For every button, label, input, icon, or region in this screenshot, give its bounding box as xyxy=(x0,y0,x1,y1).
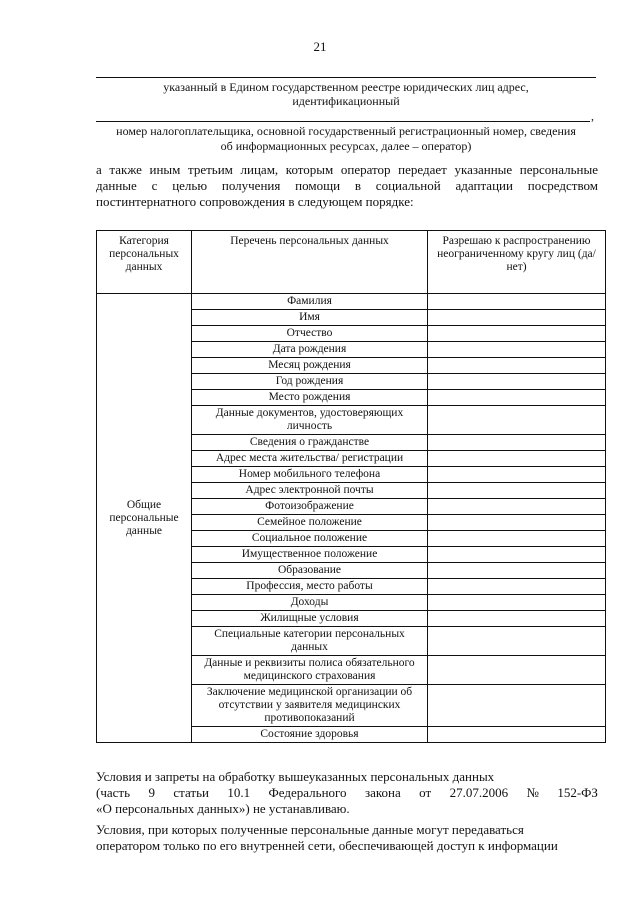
page-number: 21 xyxy=(313,39,327,54)
conditions-line-3: «О персональных данных») не устанавливаю. xyxy=(96,801,350,816)
data-item-cell: Заключение медицинской организации об отсутствии у заявителя медицинских противопоказаний xyxy=(192,685,428,727)
data-item-cell: Номер мобильного телефона xyxy=(192,467,428,483)
word: № xyxy=(526,785,539,800)
allow-answer-cell[interactable] xyxy=(428,451,606,467)
word: закона xyxy=(364,785,401,800)
data-item-cell: Отчество xyxy=(192,326,428,342)
allow-answer-cell[interactable] xyxy=(428,547,606,563)
allow-answer-cell[interactable] xyxy=(428,611,606,627)
allow-answer-cell[interactable] xyxy=(428,294,606,310)
header-line-4: об информационных ресурсах, далее – оператор) xyxy=(220,139,472,153)
data-item-cell: Адрес электронной почты xyxy=(192,483,428,499)
word: 10.1 xyxy=(227,785,251,800)
blank-line-top xyxy=(96,77,596,78)
data-item-cell: Месяц рождения xyxy=(192,358,428,374)
data-item-cell: Фотоизображение xyxy=(192,499,428,515)
category-cell: Общие персональные данные xyxy=(97,294,192,743)
personal-data-table xyxy=(96,230,605,743)
allow-answer-cell[interactable] xyxy=(428,374,606,390)
header-allow: Разрешаю к распространению неограниченному кругу лиц (да/нет) xyxy=(428,231,606,294)
allow-answer-cell[interactable] xyxy=(428,467,606,483)
allow-answer-cell[interactable] xyxy=(428,563,606,579)
header-line-1: указанный в Едином государственном реестре юридических лиц адрес, xyxy=(163,80,529,94)
word: 152-ФЗ xyxy=(557,785,598,800)
word: 27.07.2006 xyxy=(449,785,509,800)
data-item-cell: Имущественное положение xyxy=(192,547,428,563)
allow-answer-cell[interactable] xyxy=(428,531,606,547)
allow-answer-cell[interactable] xyxy=(428,435,606,451)
data-item-cell: Жилищные условия xyxy=(192,611,428,627)
allow-answer-cell[interactable] xyxy=(428,499,606,515)
header-list: Перечень персональных данных xyxy=(192,231,428,294)
data-item-cell: Профессия, место работы xyxy=(192,579,428,595)
table-header-row xyxy=(97,231,606,294)
blank-line-middle xyxy=(96,121,590,122)
conditions-paragraph-1 xyxy=(96,769,598,817)
data-item-cell: Социальное положение xyxy=(192,531,428,547)
allow-answer-cell[interactable] xyxy=(428,390,606,406)
data-item-cell: Адрес места жительства/ регистрации xyxy=(192,451,428,467)
data-item-cell: Год рождения xyxy=(192,374,428,390)
conditions-line-1: Условия и запреты на обработку вышеуказанных персональных данных xyxy=(96,769,495,784)
allow-answer-cell[interactable] xyxy=(428,310,606,326)
data-item-cell: Данные документов, удостоверяющих личность xyxy=(192,406,428,435)
data-item-cell: Состояние здоровья xyxy=(192,727,428,743)
data-item-cell: Доходы xyxy=(192,595,428,611)
allow-answer-cell[interactable] xyxy=(428,342,606,358)
word: Федерального xyxy=(268,785,347,800)
allow-answer-cell[interactable] xyxy=(428,685,606,727)
allow-answer-cell[interactable] xyxy=(428,358,606,374)
word: (часть xyxy=(96,785,131,800)
allow-answer-cell[interactable] xyxy=(428,406,606,435)
allow-answer-cell[interactable] xyxy=(428,727,606,743)
table-row xyxy=(97,294,606,310)
word: статьи xyxy=(173,785,209,800)
intro-paragraph: а также иным третьим лицам, которым оператор передает указанные персональные данные с целью получения помощи в социальной адаптации посредством постинтернатного сопровождения в следующем порядке: xyxy=(96,162,598,209)
word: 9 xyxy=(148,785,155,800)
allow-answer-cell[interactable] xyxy=(428,595,606,611)
allow-answer-cell[interactable] xyxy=(428,515,606,531)
data-item-cell: Образование xyxy=(192,563,428,579)
allow-answer-cell[interactable] xyxy=(428,627,606,656)
data-item-cell: Дата рождения xyxy=(192,342,428,358)
header-line-2: идентификационный xyxy=(292,94,400,108)
conditions-p2-line-2: оператором только по его внутренней сети, обеспечивающей доступ к информации xyxy=(96,838,558,853)
header-category: Категория персональных данных xyxy=(97,231,192,294)
allow-answer-cell[interactable] xyxy=(428,483,606,499)
allow-answer-cell[interactable] xyxy=(428,656,606,685)
data-item-cell: Сведения о гражданстве xyxy=(192,435,428,451)
data-item-cell: Данные и реквизиты полиса обязательного медицинского страхования xyxy=(192,656,428,685)
conditions-line-2 xyxy=(96,785,598,801)
word: от xyxy=(419,785,432,800)
data-item-cell: Специальные категории персональных данных xyxy=(192,627,428,656)
allow-answer-cell[interactable] xyxy=(428,579,606,595)
header-comma: , xyxy=(591,109,594,123)
data-item-cell: Фамилия xyxy=(192,294,428,310)
data-item-cell: Семейное положение xyxy=(192,515,428,531)
allow-answer-cell[interactable] xyxy=(428,326,606,342)
data-item-cell: Место рождения xyxy=(192,390,428,406)
conditions-p2-line-1: Условия, при которых полученные персональные данные могут передаваться xyxy=(96,822,524,837)
conditions-paragraph-2 xyxy=(96,822,598,854)
data-item-cell: Имя xyxy=(192,310,428,326)
header-line-3: номер налогоплательщика, основной государственный регистрационный номер, сведения xyxy=(116,124,576,138)
